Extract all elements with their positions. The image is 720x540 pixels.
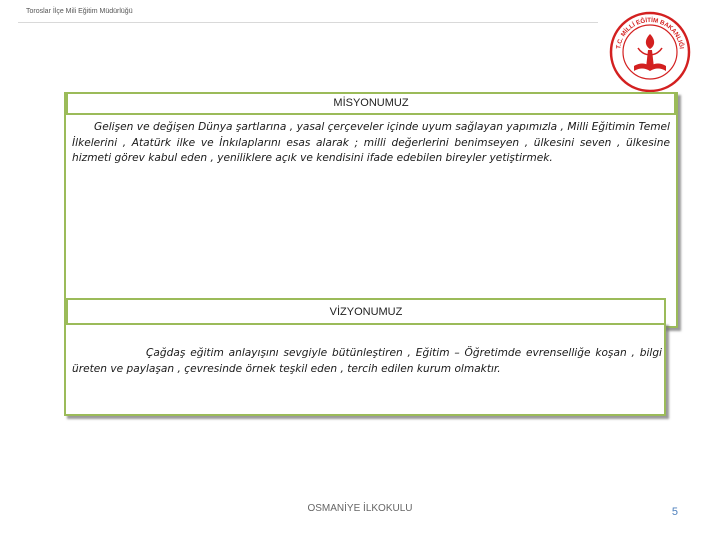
header-org-text: Toroslar İlçe Mili Eğitim Müdürlüğü <box>26 8 133 15</box>
vision-title: VİZYONUMUZ <box>66 298 666 325</box>
mission-title: MİSYONUMUZ <box>66 92 676 115</box>
page-number: 5 <box>671 506 678 518</box>
vision-text: Çağdaş eğitim anlayışını sevgiyle bütünleştiren , Eğitim – Öğretimde evrenselliğe koşan , bilgi üreten ve paylaşan , çevresinde örnek teşkil eden , tercih edilen kurum olmaktır. <box>72 347 662 375</box>
logo-text: T.C. MİLLİ EĞİTİM BAKANLIĞI <box>615 16 685 50</box>
footer-school-name: OSMANİYE İLKOKULU <box>307 503 413 514</box>
header-divider <box>18 22 598 23</box>
meb-emblem-icon <box>608 10 692 94</box>
mission-text: Gelişen ve değişen Dünya şartlarına , yasal çerçeveler içinde uyum sağlayan yapımızla , Milli Eğitimin Temel İlkelerini , Atatürk ilke ve İnkılaplarını esas alarak ; milli değerlerini benimseyen , ülkesini seven , ülkesine hizmeti görev kabul eden , yeniliklere açık ve kendisini ifade edebilen bireyler yetiştirmek. <box>72 121 670 165</box>
